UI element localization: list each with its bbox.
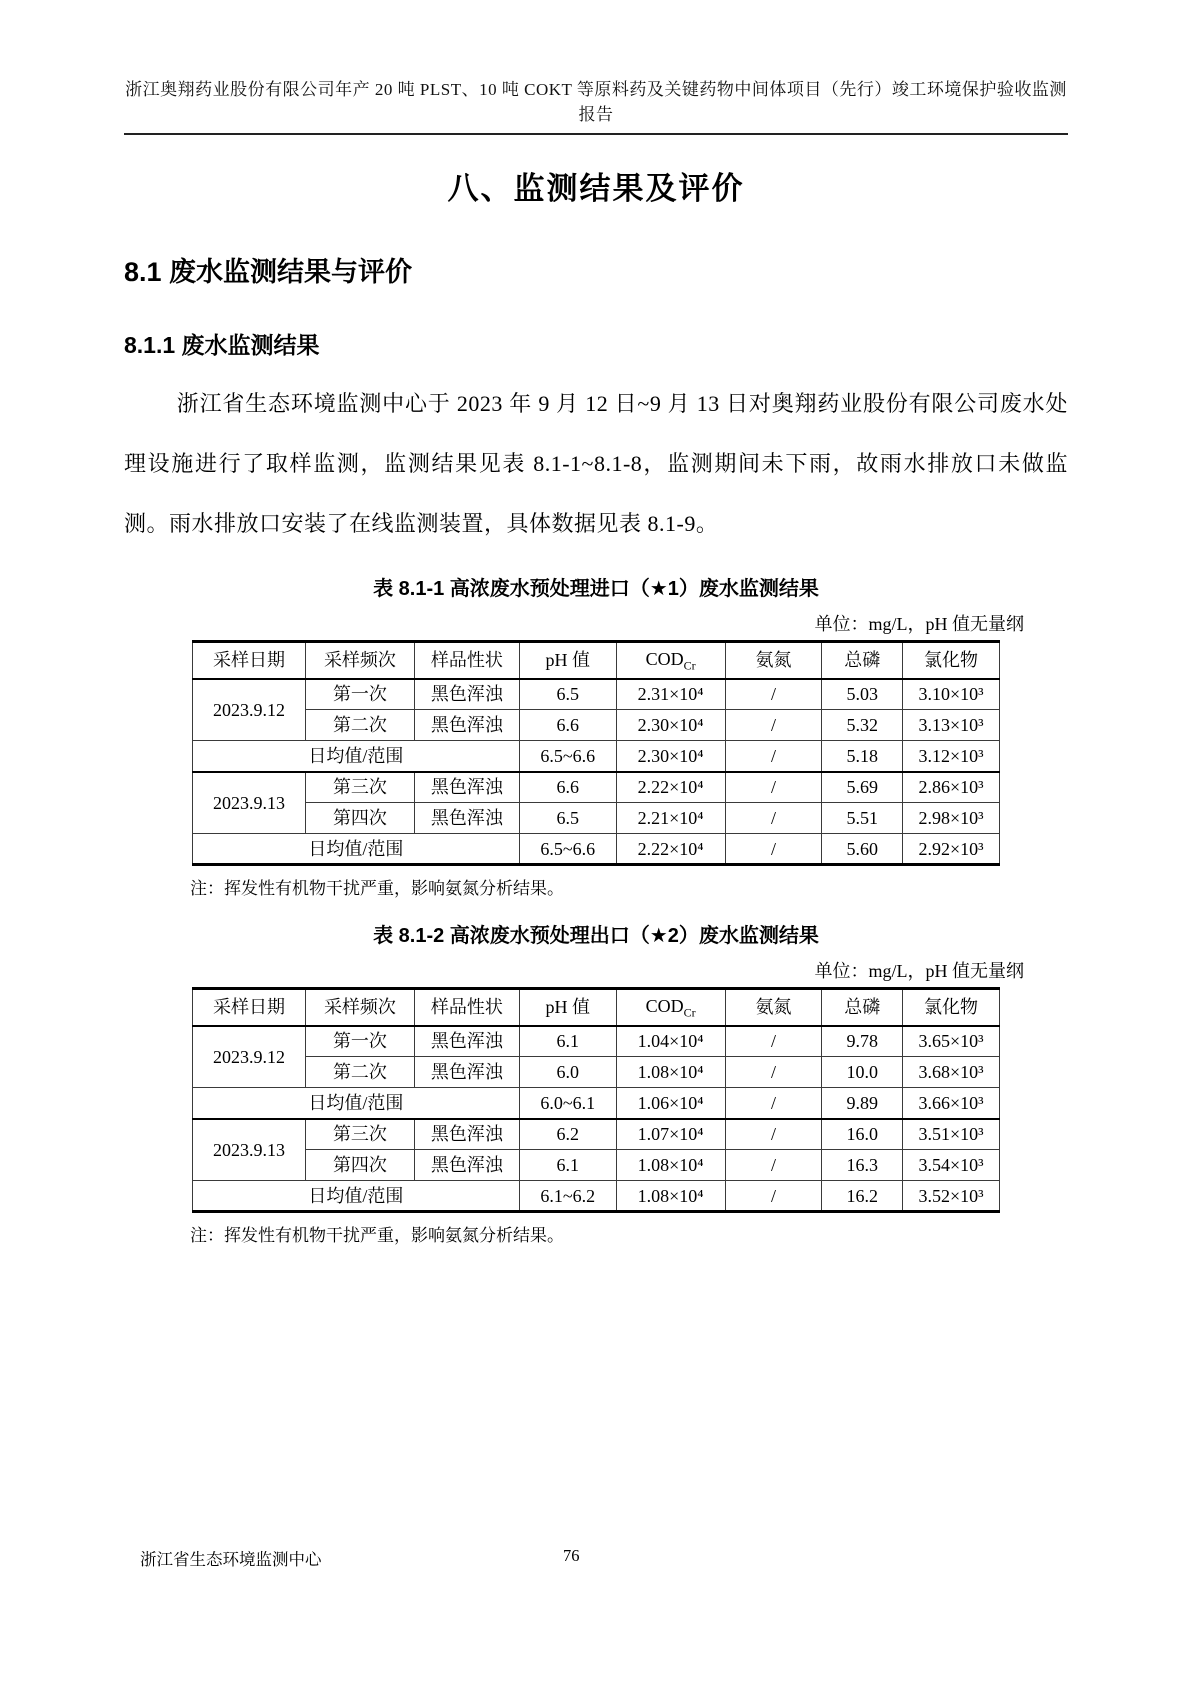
cod-value: 2.22×10⁴: [616, 772, 725, 803]
intro-paragraph: 浙江省生态环境监测中心于 2023 年 9 月 12 日~9 月 13 日对奥翔药业股份有限公司废水处理设施进行了取样监测，监测结果见表 8.1-1~8.1-8，监测期间未下雨，故雨水排放口未做监测。雨水排放口安装了在线监测装置，具体数据见表 8.1-9。: [124, 391, 1068, 537]
phosphorus-value: 5.69: [822, 772, 903, 803]
sample-frequency: 第一次: [305, 679, 414, 710]
sample-date: 2023.9.12: [193, 679, 306, 741]
daily-average-label: 日均值/范围: [193, 741, 520, 772]
cod-value: 1.04×10⁴: [616, 1026, 725, 1057]
phosphorus-value: 5.32: [822, 710, 903, 741]
table-note: 注：挥发性有机物干扰严重，影响氨氮分析结果。: [190, 1226, 564, 1246]
cod-value: 1.08×10⁴: [616, 1181, 725, 1212]
cod-label: COD: [645, 648, 684, 669]
daily-average-row: [193, 834, 1000, 865]
table-note: 注：挥发性有机物干扰严重，影响氨氮分析结果。: [190, 879, 564, 899]
chloride-value: 3.54×10³: [903, 1150, 1000, 1181]
table-title: 表 8.1-1 高浓废水预处理进口（★1）废水监测结果: [373, 578, 819, 601]
sample-appearance: 黑色浑浊: [414, 1057, 519, 1088]
ammonia-value: /: [725, 710, 822, 741]
sample-frequency: 第三次: [305, 1119, 414, 1150]
cod-value: 2.30×10⁴: [616, 741, 725, 772]
unit-note: 单位：mg/L，pH 值无量纲: [814, 961, 1024, 982]
chapter-title: 八、监测结果及评价: [447, 171, 745, 207]
section-heading-8-1: 8.1 废水监测结果与评价: [124, 257, 413, 288]
chloride-value: 3.65×10³: [903, 1026, 1000, 1057]
ammonia-value: /: [725, 1119, 822, 1150]
chloride-value: 3.12×10³: [903, 741, 1000, 772]
col-cod: [616, 642, 725, 679]
table-8-1-2-section: [124, 919, 1068, 1246]
col-sample-frequency: 采样频次: [305, 989, 414, 1026]
ammonia-value: /: [725, 679, 822, 710]
daily-average-label: 日均值/范围: [193, 834, 520, 865]
phosphorus-value: 5.03: [822, 679, 903, 710]
phosphorus-value: 16.2: [822, 1181, 903, 1212]
phosphorus-value: 9.78: [822, 1026, 903, 1057]
table-row: [193, 803, 1000, 834]
ph-value: 6.0: [519, 1057, 616, 1088]
chloride-value: 3.10×10³: [903, 679, 1000, 710]
chloride-value: 2.98×10³: [903, 803, 1000, 834]
col-cod: [616, 989, 725, 1026]
col-total-phosphorus: 总磷: [822, 642, 903, 679]
ph-value: 6.5~6.6: [519, 741, 616, 772]
col-ammonia-nitrogen: 氨氮: [725, 642, 822, 679]
daily-average-row: [193, 741, 1000, 772]
wastewater-monitoring-table-outlet: [192, 987, 1000, 1213]
cod-value: 1.06×10⁴: [616, 1088, 725, 1119]
ph-value: 6.5: [519, 679, 616, 710]
ph-value: 6.1~6.2: [519, 1181, 616, 1212]
sample-frequency: 第三次: [305, 772, 414, 803]
col-sample-appearance: 样品性状: [414, 989, 519, 1026]
table-row: [193, 679, 1000, 710]
col-ammonia-nitrogen: 氨氮: [725, 989, 822, 1026]
sample-date: 2023.9.13: [193, 1119, 306, 1181]
table-row: [193, 1026, 1000, 1057]
col-total-phosphorus: 总磷: [822, 989, 903, 1026]
sample-frequency: 第二次: [305, 710, 414, 741]
phosphorus-value: 9.89: [822, 1088, 903, 1119]
ph-value: 6.2: [519, 1119, 616, 1150]
ammonia-value: /: [725, 741, 822, 772]
ph-value: 6.1: [519, 1026, 616, 1057]
phosphorus-value: 16.3: [822, 1150, 903, 1181]
ammonia-value: /: [725, 1088, 822, 1119]
phosphorus-value: 10.0: [822, 1057, 903, 1088]
table-header-row: [193, 989, 1000, 1026]
cod-subscript: Cr: [683, 1005, 696, 1020]
table-row: [193, 1057, 1000, 1088]
ph-value: 6.6: [519, 710, 616, 741]
phosphorus-value: 5.18: [822, 741, 903, 772]
table-8-1-1-section: [124, 572, 1068, 899]
chloride-value: 3.68×10³: [903, 1057, 1000, 1088]
cod-value: 2.22×10⁴: [616, 834, 725, 865]
ammonia-value: /: [725, 1181, 822, 1212]
cod-label: COD: [645, 995, 684, 1016]
header-divider: [124, 133, 1068, 135]
unit-note: 单位：mg/L，pH 值无量纲: [814, 614, 1024, 635]
daily-average-row: [193, 1088, 1000, 1119]
cod-value: 1.08×10⁴: [616, 1057, 725, 1088]
footer-organization: 浙江省生态环境监测中心: [140, 1550, 322, 1569]
cod-value: 1.07×10⁴: [616, 1119, 725, 1150]
col-sample-date: 采样日期: [193, 642, 306, 679]
table-header-row: [193, 642, 1000, 679]
col-ph: pH 值: [519, 642, 616, 679]
page-number: 76: [563, 1546, 580, 1565]
table-row: [193, 772, 1000, 803]
chloride-value: 3.13×10³: [903, 710, 1000, 741]
section-heading-8-1-1: 8.1.1 废水监测结果: [124, 332, 320, 359]
running-head: 浙江奥翔药业股份有限公司年产 20 吨 PLST、10 吨 COKT 等原料药及关键药物中间体项目（先行）竣工环境保护验收监测报告: [125, 80, 1067, 124]
chloride-value: 2.86×10³: [903, 772, 1000, 803]
sample-appearance: 黑色浑浊: [414, 710, 519, 741]
chloride-value: 3.52×10³: [903, 1181, 1000, 1212]
cod-value: 2.31×10⁴: [616, 679, 725, 710]
ammonia-value: /: [725, 1150, 822, 1181]
cod-value: 2.30×10⁴: [616, 710, 725, 741]
sample-frequency: 第二次: [305, 1057, 414, 1088]
sample-frequency: 第四次: [305, 1150, 414, 1181]
ph-value: 6.0~6.1: [519, 1088, 616, 1119]
daily-average-row: [193, 1181, 1000, 1212]
col-sample-appearance: 样品性状: [414, 642, 519, 679]
daily-average-label: 日均值/范围: [193, 1088, 520, 1119]
page-footer: [0, 1546, 1190, 1576]
sample-appearance: 黑色浑浊: [414, 679, 519, 710]
ph-value: 6.5~6.6: [519, 834, 616, 865]
phosphorus-value: 16.0: [822, 1119, 903, 1150]
ph-value: 6.6: [519, 772, 616, 803]
sample-appearance: 黑色浑浊: [414, 1026, 519, 1057]
sample-appearance: 黑色浑浊: [414, 1150, 519, 1181]
ammonia-value: /: [725, 803, 822, 834]
table-row: [193, 1119, 1000, 1150]
col-chloride: 氯化物: [903, 989, 1000, 1026]
daily-average-label: 日均值/范围: [193, 1181, 520, 1212]
chloride-value: 2.92×10³: [903, 834, 1000, 865]
sample-frequency: 第一次: [305, 1026, 414, 1057]
chloride-value: 3.66×10³: [903, 1088, 1000, 1119]
sample-frequency: 第四次: [305, 803, 414, 834]
ammonia-value: /: [725, 1057, 822, 1088]
table-row: [193, 1150, 1000, 1181]
ammonia-value: /: [725, 772, 822, 803]
table-title: 表 8.1-2 高浓废水预处理出口（★2）废水监测结果: [373, 925, 819, 948]
cod-subscript: Cr: [683, 658, 696, 673]
phosphorus-value: 5.60: [822, 834, 903, 865]
ammonia-value: /: [725, 834, 822, 865]
table-row: [193, 710, 1000, 741]
chloride-value: 3.51×10³: [903, 1119, 1000, 1150]
col-chloride: 氯化物: [903, 642, 1000, 679]
col-sample-date: 采样日期: [193, 989, 306, 1026]
ammonia-value: /: [725, 1026, 822, 1057]
wastewater-monitoring-table-inlet: [192, 640, 1000, 866]
cod-value: 1.08×10⁴: [616, 1150, 725, 1181]
sample-appearance: 黑色浑浊: [414, 1119, 519, 1150]
phosphorus-value: 5.51: [822, 803, 903, 834]
sample-appearance: 黑色浑浊: [414, 803, 519, 834]
ph-value: 6.1: [519, 1150, 616, 1181]
ph-value: 6.5: [519, 803, 616, 834]
cod-value: 2.21×10⁴: [616, 803, 725, 834]
sample-appearance: 黑色浑浊: [414, 772, 519, 803]
col-sample-frequency: 采样频次: [305, 642, 414, 679]
sample-date: 2023.9.13: [193, 772, 306, 834]
col-ph: pH 值: [519, 989, 616, 1026]
sample-date: 2023.9.12: [193, 1026, 306, 1088]
